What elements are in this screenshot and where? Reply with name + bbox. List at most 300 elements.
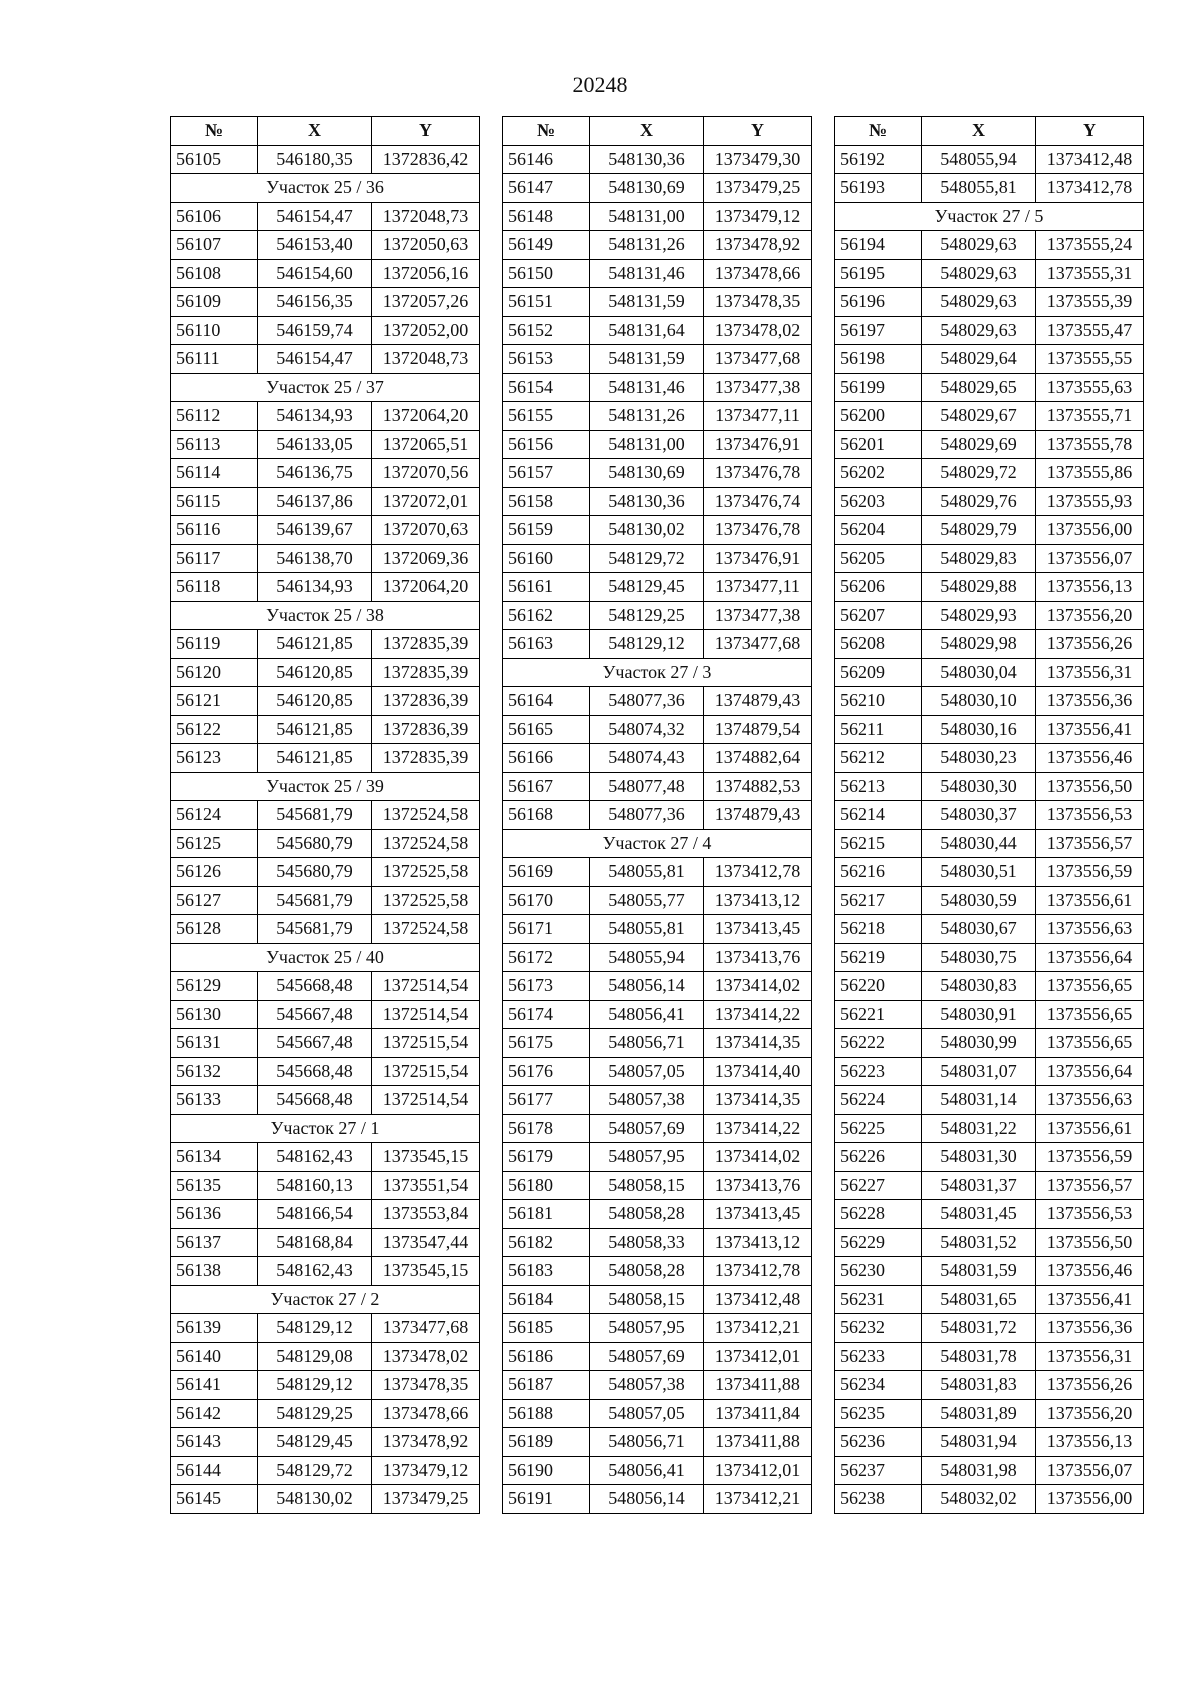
y-coordinate-cell: 1373556,65 xyxy=(1036,1029,1144,1058)
x-coordinate-cell: 548130,02 xyxy=(258,1485,372,1514)
x-coordinate-cell: 548029,79 xyxy=(922,516,1036,545)
x-coordinate-cell: 548129,45 xyxy=(258,1428,372,1457)
x-coordinate-cell: 548031,22 xyxy=(922,1114,1036,1143)
table-row xyxy=(835,516,1144,545)
y-coordinate-cell: 1373478,35 xyxy=(372,1371,480,1400)
x-coordinate-cell: 548029,76 xyxy=(922,487,1036,516)
table-row xyxy=(835,715,1144,744)
point-number-cell: 56232 xyxy=(835,1314,922,1343)
x-coordinate-cell: 548032,02 xyxy=(922,1485,1036,1514)
point-number-cell: 56147 xyxy=(503,174,590,203)
y-coordinate-cell: 1373553,84 xyxy=(372,1200,480,1229)
point-number-cell: 56184 xyxy=(503,1285,590,1314)
point-number-cell: 56201 xyxy=(835,430,922,459)
point-number-cell: 56109 xyxy=(171,288,258,317)
section-title: Участок 27 / 2 xyxy=(171,1285,480,1314)
y-coordinate-cell: 1373411,88 xyxy=(704,1428,812,1457)
x-coordinate-cell: 548057,69 xyxy=(590,1114,704,1143)
table-row xyxy=(171,487,480,516)
table-row xyxy=(503,1485,812,1514)
y-coordinate-cell: 1373555,71 xyxy=(1036,402,1144,431)
section-title: Участок 27 / 5 xyxy=(835,202,1144,231)
table-row xyxy=(503,231,812,260)
y-coordinate-cell: 1373411,84 xyxy=(704,1399,812,1428)
x-coordinate-cell: 548074,43 xyxy=(590,744,704,773)
y-coordinate-cell: 1373478,92 xyxy=(372,1428,480,1457)
x-coordinate-cell: 548055,77 xyxy=(590,886,704,915)
x-coordinate-cell: 548130,36 xyxy=(590,487,704,516)
y-coordinate-cell: 1372525,58 xyxy=(372,886,480,915)
table-row xyxy=(835,630,1144,659)
y-coordinate-cell: 1372836,39 xyxy=(372,687,480,716)
x-coordinate-cell: 548130,36 xyxy=(590,145,704,174)
y-coordinate-cell: 1373479,25 xyxy=(704,174,812,203)
table-row xyxy=(835,1228,1144,1257)
y-coordinate-cell: 1373556,13 xyxy=(1036,573,1144,602)
point-number-cell: 56156 xyxy=(503,430,590,459)
table-row xyxy=(171,744,480,773)
y-coordinate-cell: 1373545,15 xyxy=(372,1143,480,1172)
point-number-cell: 56131 xyxy=(171,1029,258,1058)
point-number-cell: 56153 xyxy=(503,345,590,374)
y-coordinate-cell: 1374882,64 xyxy=(704,744,812,773)
point-number-cell: 56225 xyxy=(835,1114,922,1143)
point-number-cell: 56166 xyxy=(503,744,590,773)
point-number-cell: 56148 xyxy=(503,202,590,231)
x-coordinate-cell: 548029,98 xyxy=(922,630,1036,659)
x-coordinate-cell: 546154,47 xyxy=(258,345,372,374)
x-coordinate-cell: 545668,48 xyxy=(258,1086,372,1115)
x-coordinate-cell: 548031,65 xyxy=(922,1285,1036,1314)
x-coordinate-cell: 548129,12 xyxy=(258,1371,372,1400)
table-row xyxy=(503,316,812,345)
y-coordinate-cell: 1374879,43 xyxy=(704,687,812,716)
table-row xyxy=(835,1342,1144,1371)
section-row xyxy=(503,658,812,687)
x-coordinate-cell: 548029,83 xyxy=(922,544,1036,573)
x-coordinate-cell: 548030,59 xyxy=(922,886,1036,915)
y-coordinate-cell: 1373555,93 xyxy=(1036,487,1144,516)
point-number-cell: 56159 xyxy=(503,516,590,545)
point-number-cell: 56199 xyxy=(835,373,922,402)
y-coordinate-cell: 1373555,63 xyxy=(1036,373,1144,402)
y-coordinate-cell: 1373556,65 xyxy=(1036,1000,1144,1029)
point-number-cell: 56207 xyxy=(835,601,922,630)
point-number-cell: 56167 xyxy=(503,772,590,801)
y-coordinate-cell: 1372056,16 xyxy=(372,259,480,288)
table-row xyxy=(835,972,1144,1001)
point-number-cell: 56113 xyxy=(171,430,258,459)
section-row xyxy=(835,202,1144,231)
y-coordinate-cell: 1373478,66 xyxy=(372,1399,480,1428)
point-number-cell: 56210 xyxy=(835,687,922,716)
y-coordinate-cell: 1374879,54 xyxy=(704,715,812,744)
table-row xyxy=(171,1257,480,1286)
table-row xyxy=(503,715,812,744)
point-number-cell: 56215 xyxy=(835,829,922,858)
point-number-cell: 56157 xyxy=(503,459,590,488)
point-number-cell: 56150 xyxy=(503,259,590,288)
point-number-cell: 56111 xyxy=(171,345,258,374)
x-coordinate-cell: 548058,33 xyxy=(590,1228,704,1257)
section-row xyxy=(171,1285,480,1314)
x-coordinate-cell: 546120,85 xyxy=(258,687,372,716)
point-number-cell: 56189 xyxy=(503,1428,590,1457)
y-coordinate-cell: 1373556,46 xyxy=(1036,1257,1144,1286)
table-row xyxy=(171,1029,480,1058)
x-coordinate-cell: 548162,43 xyxy=(258,1143,372,1172)
table-row xyxy=(503,573,812,602)
x-coordinate-cell: 548131,00 xyxy=(590,430,704,459)
table-row xyxy=(835,316,1144,345)
x-coordinate-cell: 548077,36 xyxy=(590,687,704,716)
section-row xyxy=(171,772,480,801)
table-row xyxy=(835,858,1144,887)
table-row xyxy=(503,1428,812,1457)
point-number-cell: 56135 xyxy=(171,1171,258,1200)
point-number-cell: 56125 xyxy=(171,829,258,858)
point-number-cell: 56229 xyxy=(835,1228,922,1257)
x-coordinate-cell: 545668,48 xyxy=(258,1057,372,1086)
y-coordinate-cell: 1373556,00 xyxy=(1036,516,1144,545)
point-number-cell: 56161 xyxy=(503,573,590,602)
table-row xyxy=(503,1399,812,1428)
x-coordinate-cell: 548031,94 xyxy=(922,1428,1036,1457)
y-coordinate-cell: 1373551,54 xyxy=(372,1171,480,1200)
point-number-cell: 56197 xyxy=(835,316,922,345)
y-coordinate-cell: 1373413,76 xyxy=(704,1171,812,1200)
table-row xyxy=(835,915,1144,944)
point-number-cell: 56121 xyxy=(171,687,258,716)
table-row xyxy=(503,972,812,1001)
y-coordinate-cell: 1372524,58 xyxy=(372,801,480,830)
point-number-cell: 56155 xyxy=(503,402,590,431)
x-coordinate-cell: 548031,59 xyxy=(922,1257,1036,1286)
point-number-cell: 56236 xyxy=(835,1428,922,1457)
column-header-x: X xyxy=(590,117,704,146)
y-coordinate-cell: 1372065,51 xyxy=(372,430,480,459)
y-coordinate-cell: 1373411,88 xyxy=(704,1371,812,1400)
table-row xyxy=(835,1171,1144,1200)
table-row xyxy=(171,829,480,858)
x-coordinate-cell: 548029,88 xyxy=(922,573,1036,602)
x-coordinate-cell: 548030,51 xyxy=(922,858,1036,887)
x-coordinate-cell: 548031,72 xyxy=(922,1314,1036,1343)
y-coordinate-cell: 1373556,53 xyxy=(1036,1200,1144,1229)
y-coordinate-cell: 1373545,15 xyxy=(372,1257,480,1286)
y-coordinate-cell: 1373556,41 xyxy=(1036,1285,1144,1314)
table-row xyxy=(171,1057,480,1086)
table-row xyxy=(171,1086,480,1115)
x-coordinate-cell: 548031,14 xyxy=(922,1086,1036,1115)
table-row xyxy=(835,772,1144,801)
x-coordinate-cell: 548130,69 xyxy=(590,174,704,203)
table-row xyxy=(835,459,1144,488)
table-row xyxy=(835,1029,1144,1058)
y-coordinate-cell: 1373556,31 xyxy=(1036,658,1144,687)
point-number-cell: 56234 xyxy=(835,1371,922,1400)
table-row xyxy=(503,1086,812,1115)
y-coordinate-cell: 1372515,54 xyxy=(372,1057,480,1086)
y-coordinate-cell: 1373414,35 xyxy=(704,1029,812,1058)
x-coordinate-cell: 545667,48 xyxy=(258,1000,372,1029)
y-coordinate-cell: 1373412,01 xyxy=(704,1456,812,1485)
y-coordinate-cell: 1373477,38 xyxy=(704,373,812,402)
y-coordinate-cell: 1373556,07 xyxy=(1036,1456,1144,1485)
y-coordinate-cell: 1373476,91 xyxy=(704,544,812,573)
point-number-cell: 56144 xyxy=(171,1456,258,1485)
y-coordinate-cell: 1373556,53 xyxy=(1036,801,1144,830)
y-coordinate-cell: 1373556,36 xyxy=(1036,1314,1144,1343)
table-row xyxy=(503,1285,812,1314)
y-coordinate-cell: 1373556,64 xyxy=(1036,1057,1144,1086)
x-coordinate-cell: 545668,48 xyxy=(258,972,372,1001)
point-number-cell: 56181 xyxy=(503,1200,590,1229)
x-coordinate-cell: 546121,85 xyxy=(258,744,372,773)
x-coordinate-cell: 546137,86 xyxy=(258,487,372,516)
column-header-y: Y xyxy=(704,117,812,146)
point-number-cell: 56126 xyxy=(171,858,258,887)
table-row xyxy=(835,1000,1144,1029)
point-number-cell: 56193 xyxy=(835,174,922,203)
y-coordinate-cell: 1372057,26 xyxy=(372,288,480,317)
x-coordinate-cell: 546133,05 xyxy=(258,430,372,459)
point-number-cell: 56132 xyxy=(171,1057,258,1086)
y-coordinate-cell: 1372048,73 xyxy=(372,202,480,231)
x-coordinate-cell: 548168,84 xyxy=(258,1228,372,1257)
y-coordinate-cell: 1373478,66 xyxy=(704,259,812,288)
point-number-cell: 56158 xyxy=(503,487,590,516)
table-row xyxy=(503,943,812,972)
x-coordinate-cell: 548030,04 xyxy=(922,658,1036,687)
point-number-cell: 56185 xyxy=(503,1314,590,1343)
y-coordinate-cell: 1373412,21 xyxy=(704,1314,812,1343)
y-coordinate-cell: 1372515,54 xyxy=(372,1029,480,1058)
point-number-cell: 56164 xyxy=(503,687,590,716)
table-row xyxy=(503,1228,812,1257)
y-coordinate-cell: 1374882,53 xyxy=(704,772,812,801)
x-coordinate-cell: 548160,13 xyxy=(258,1171,372,1200)
table-header-row xyxy=(171,117,480,146)
x-coordinate-cell: 548129,25 xyxy=(590,601,704,630)
point-number-cell: 56140 xyxy=(171,1342,258,1371)
table-row xyxy=(835,1057,1144,1086)
point-number-cell: 56120 xyxy=(171,658,258,687)
table-row xyxy=(171,972,480,1001)
y-coordinate-cell: 1373556,20 xyxy=(1036,601,1144,630)
x-coordinate-cell: 548057,69 xyxy=(590,1342,704,1371)
table-row xyxy=(503,373,812,402)
x-coordinate-cell: 548031,30 xyxy=(922,1143,1036,1172)
x-coordinate-cell: 545680,79 xyxy=(258,829,372,858)
y-coordinate-cell: 1373476,74 xyxy=(704,487,812,516)
table-row xyxy=(835,1399,1144,1428)
point-number-cell: 56145 xyxy=(171,1485,258,1514)
table-row xyxy=(171,231,480,260)
table-row xyxy=(503,544,812,573)
table-row xyxy=(171,345,480,374)
point-number-cell: 56213 xyxy=(835,772,922,801)
x-coordinate-cell: 546134,93 xyxy=(258,402,372,431)
section-title: Участок 27 / 1 xyxy=(171,1114,480,1143)
table-row xyxy=(503,259,812,288)
y-coordinate-cell: 1373414,35 xyxy=(704,1086,812,1115)
x-coordinate-cell: 548055,94 xyxy=(922,145,1036,174)
point-number-cell: 56110 xyxy=(171,316,258,345)
y-coordinate-cell: 1373547,44 xyxy=(372,1228,480,1257)
x-coordinate-cell: 548029,63 xyxy=(922,231,1036,260)
table-row xyxy=(171,1371,480,1400)
y-coordinate-cell: 1373556,13 xyxy=(1036,1428,1144,1457)
table-row xyxy=(503,487,812,516)
point-number-cell: 56115 xyxy=(171,487,258,516)
y-coordinate-cell: 1373477,11 xyxy=(704,402,812,431)
table-row xyxy=(171,1200,480,1229)
x-coordinate-cell: 548056,71 xyxy=(590,1029,704,1058)
y-coordinate-cell: 1373412,48 xyxy=(1036,145,1144,174)
table-row xyxy=(835,886,1144,915)
point-number-cell: 56123 xyxy=(171,744,258,773)
x-coordinate-cell: 548130,02 xyxy=(590,516,704,545)
x-coordinate-cell: 548131,59 xyxy=(590,288,704,317)
x-coordinate-cell: 546159,74 xyxy=(258,316,372,345)
table-row xyxy=(171,1428,480,1457)
section-title: Участок 27 / 3 xyxy=(503,658,812,687)
y-coordinate-cell: 1373556,26 xyxy=(1036,630,1144,659)
x-coordinate-cell: 548057,95 xyxy=(590,1314,704,1343)
table-row xyxy=(835,1428,1144,1457)
table-row xyxy=(835,487,1144,516)
point-number-cell: 56188 xyxy=(503,1399,590,1428)
x-coordinate-cell: 546156,35 xyxy=(258,288,372,317)
point-number-cell: 56221 xyxy=(835,1000,922,1029)
x-coordinate-cell: 548074,32 xyxy=(590,715,704,744)
section-title: Участок 25 / 38 xyxy=(171,601,480,630)
point-number-cell: 56176 xyxy=(503,1057,590,1086)
x-coordinate-cell: 548058,28 xyxy=(590,1257,704,1286)
y-coordinate-cell: 1373478,02 xyxy=(704,316,812,345)
x-coordinate-cell: 548131,26 xyxy=(590,231,704,260)
table-row xyxy=(503,145,812,174)
y-coordinate-cell: 1373555,78 xyxy=(1036,430,1144,459)
point-number-cell: 56183 xyxy=(503,1257,590,1286)
point-number-cell: 56177 xyxy=(503,1086,590,1115)
x-coordinate-cell: 546154,47 xyxy=(258,202,372,231)
table-row xyxy=(171,1000,480,1029)
point-number-cell: 56172 xyxy=(503,943,590,972)
table-row xyxy=(171,544,480,573)
point-number-cell: 56195 xyxy=(835,259,922,288)
y-coordinate-cell: 1373556,41 xyxy=(1036,715,1144,744)
y-coordinate-cell: 1373413,45 xyxy=(704,915,812,944)
section-title: Участок 27 / 4 xyxy=(503,829,812,858)
point-number-cell: 56227 xyxy=(835,1171,922,1200)
table-row xyxy=(503,1200,812,1229)
table-row xyxy=(171,801,480,830)
x-coordinate-cell: 546134,93 xyxy=(258,573,372,602)
table-row xyxy=(171,915,480,944)
point-number-cell: 56222 xyxy=(835,1029,922,1058)
point-number-cell: 56163 xyxy=(503,630,590,659)
table-row xyxy=(503,1314,812,1343)
x-coordinate-cell: 548031,78 xyxy=(922,1342,1036,1371)
column-header-x: X xyxy=(258,117,372,146)
x-coordinate-cell: 548055,81 xyxy=(922,174,1036,203)
table-row xyxy=(835,288,1144,317)
x-coordinate-cell: 548077,48 xyxy=(590,772,704,801)
table-row xyxy=(171,1342,480,1371)
x-coordinate-cell: 548029,64 xyxy=(922,345,1036,374)
y-coordinate-cell: 1373555,47 xyxy=(1036,316,1144,345)
x-coordinate-cell: 546121,85 xyxy=(258,630,372,659)
point-number-cell: 56141 xyxy=(171,1371,258,1400)
table-row xyxy=(503,1342,812,1371)
x-coordinate-cell: 548030,67 xyxy=(922,915,1036,944)
table-row xyxy=(835,231,1144,260)
x-coordinate-cell: 548029,63 xyxy=(922,288,1036,317)
x-coordinate-cell: 548130,69 xyxy=(590,459,704,488)
y-coordinate-cell: 1373556,57 xyxy=(1036,829,1144,858)
y-coordinate-cell: 1373556,63 xyxy=(1036,1086,1144,1115)
table-row xyxy=(171,886,480,915)
table-row xyxy=(835,145,1144,174)
y-coordinate-cell: 1373476,78 xyxy=(704,516,812,545)
point-number-cell: 56198 xyxy=(835,345,922,374)
point-number-cell: 56107 xyxy=(171,231,258,260)
x-coordinate-cell: 548029,72 xyxy=(922,459,1036,488)
point-number-cell: 56119 xyxy=(171,630,258,659)
point-number-cell: 56122 xyxy=(171,715,258,744)
x-coordinate-cell: 548031,37 xyxy=(922,1171,1036,1200)
table-row xyxy=(835,1114,1144,1143)
point-number-cell: 56152 xyxy=(503,316,590,345)
x-coordinate-cell: 548031,45 xyxy=(922,1200,1036,1229)
table-row xyxy=(171,687,480,716)
x-coordinate-cell: 548129,72 xyxy=(258,1456,372,1485)
point-number-cell: 56146 xyxy=(503,145,590,174)
y-coordinate-cell: 1373478,35 xyxy=(704,288,812,317)
table-row xyxy=(503,1371,812,1400)
point-number-cell: 56116 xyxy=(171,516,258,545)
table-row xyxy=(503,915,812,944)
table-row xyxy=(503,174,812,203)
y-coordinate-cell: 1373556,26 xyxy=(1036,1371,1144,1400)
section-row xyxy=(171,1114,480,1143)
y-coordinate-cell: 1373476,78 xyxy=(704,459,812,488)
y-coordinate-cell: 1373413,12 xyxy=(704,1228,812,1257)
table-row xyxy=(835,1086,1144,1115)
table-row xyxy=(503,516,812,545)
x-coordinate-cell: 548129,25 xyxy=(258,1399,372,1428)
table-row xyxy=(835,402,1144,431)
x-coordinate-cell: 548131,59 xyxy=(590,345,704,374)
x-coordinate-cell: 548031,83 xyxy=(922,1371,1036,1400)
point-number-cell: 56202 xyxy=(835,459,922,488)
point-number-cell: 56160 xyxy=(503,544,590,573)
table-row xyxy=(835,1314,1144,1343)
point-number-cell: 56108 xyxy=(171,259,258,288)
point-number-cell: 56134 xyxy=(171,1143,258,1172)
point-number-cell: 56216 xyxy=(835,858,922,887)
y-coordinate-cell: 1372836,39 xyxy=(372,715,480,744)
section-row xyxy=(171,174,480,203)
table-row xyxy=(503,687,812,716)
y-coordinate-cell: 1373556,63 xyxy=(1036,915,1144,944)
point-number-cell: 56129 xyxy=(171,972,258,1001)
y-coordinate-cell: 1372514,54 xyxy=(372,972,480,1001)
x-coordinate-cell: 548031,98 xyxy=(922,1456,1036,1485)
point-number-cell: 56117 xyxy=(171,544,258,573)
